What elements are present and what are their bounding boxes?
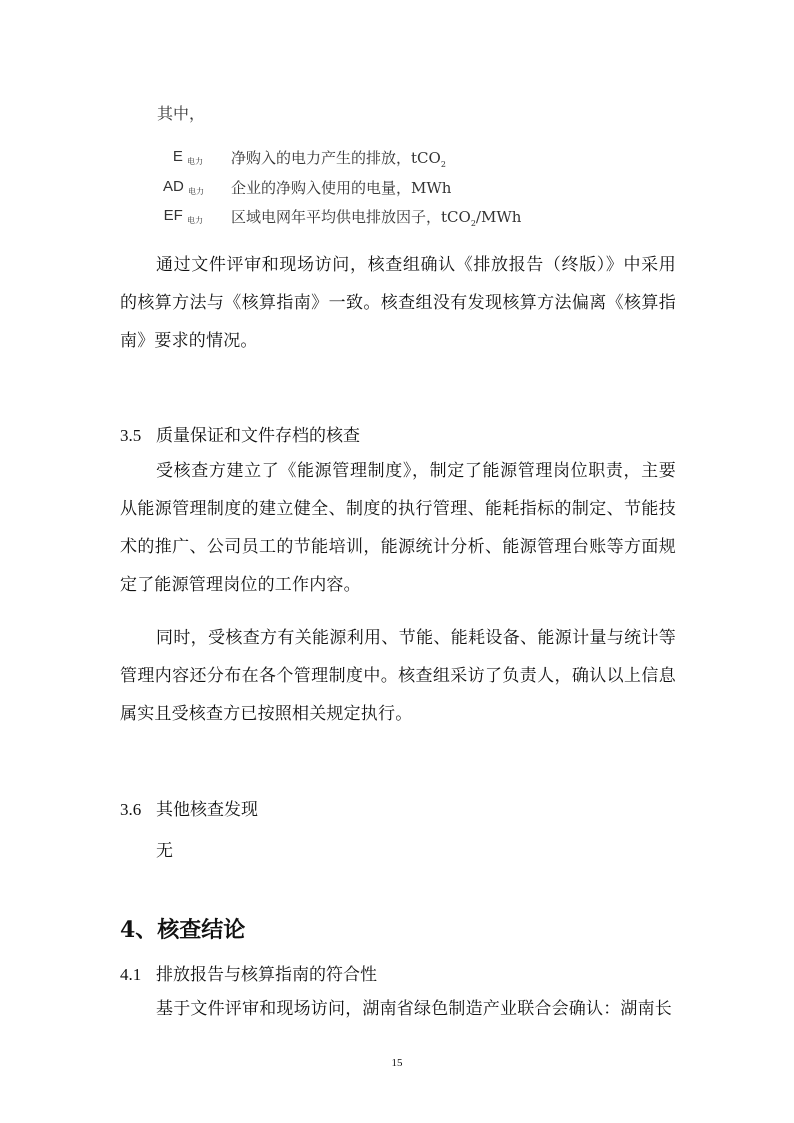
definition-desc: 净购入的电力产生的排放，tCO$_2$ xyxy=(231,149,446,169)
paragraph-conclusion: 基于文件评审和现场访问，湖南省绿色制造产业联合会确认：湖南长 xyxy=(156,999,672,1019)
definition-row xyxy=(163,206,522,228)
definition-row xyxy=(163,177,452,197)
definition-symbol: EF $_{电力}$ xyxy=(163,207,203,225)
section-heading-3-6: 3.6 其他核查发现 xyxy=(120,800,258,820)
paragraph-method-consistency: 通过文件评审和现场访问，核查组确认《排放报告（终版）》中采用的核算方法与《核算指南》一致。核查组没有发现核算方法偏离《核算指南》要求的情况。 xyxy=(120,255,676,351)
paragraph-management-content: 同时，受核查方有关能源利用、节能、能耗设备、能源计量与统计等管理内容还分布在各个管理制度中。核查组采访了负责人，确认以上信息属实且受核查方已按照相关规定执行。 xyxy=(120,628,676,724)
intro-text: 其中， xyxy=(157,104,206,123)
page-number: 15 xyxy=(391,1057,403,1069)
chapter-heading-4: 4、核查结论 xyxy=(120,917,246,943)
definition-desc: 区域电网年平均供电排放因子，tCO$_2$/MWh xyxy=(231,208,522,228)
definition-symbol: AD $_{电力}$ xyxy=(163,178,205,196)
none-text: 无 xyxy=(156,841,173,861)
definition-desc: 企业的净购入使用的电量，MWh xyxy=(231,179,452,197)
definition-row xyxy=(163,147,446,169)
paragraph-energy-management: 受核查方建立了《能源管理制度》，制定了能源管理岗位职责，主要从能源管理制度的建立健全、制度的执行管理、能耗指标的制定、节能技术的推广、公司员工的节能培训，能源统计分析、能源管理台账等方面规定了能源管理岗位的工作内容。 xyxy=(120,461,676,595)
section-heading-4-1: 4.1 排放报告与核算指南的符合性 xyxy=(120,965,377,985)
section-heading-3-5: 3.5 质量保证和文件存档的核查 xyxy=(120,426,360,446)
definition-symbol: E $_{电力}$ xyxy=(172,148,203,166)
